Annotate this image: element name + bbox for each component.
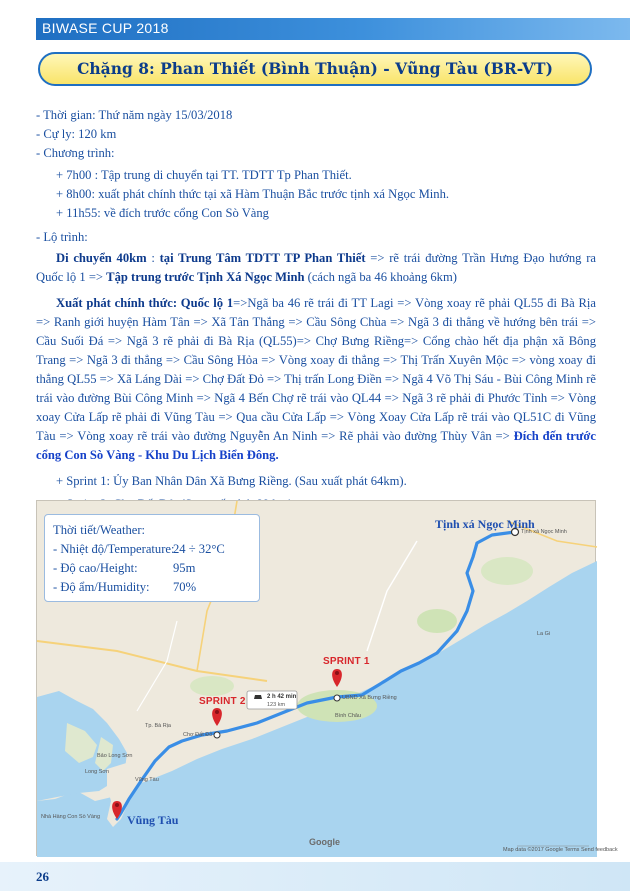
town-baria: Tp. Bà Rịa	[145, 723, 171, 729]
town-lagi: La Gi	[537, 631, 551, 637]
route-transfer: Di chuyển 40km : tại Trung Tâm TDTT TP Phan Thiết => rẽ trái đường Trần Hưng Đạo hướng ra Quốc lộ 1 => Tập trung trước Tịnh Xá Ngọc Minh (cách ngã ba 46 khoảng 6km)	[36, 251, 596, 284]
sprint2-small: Chợ Đất Đỏ	[183, 732, 213, 738]
sprint2-label: SPRINT 2	[199, 696, 246, 707]
official-start: Xuất phát chính thức: Quốc lộ 1	[56, 296, 234, 310]
google-logo: Google	[309, 837, 340, 847]
header-bar	[36, 18, 630, 40]
gather-place: Tập trung trước Tịnh Xá Ngọc Minh	[106, 270, 305, 284]
footer-bar	[0, 862, 630, 891]
route-label: - Lộ trình:	[36, 230, 88, 244]
finish-place: Đích đến trước cổng Con Sò Vàng - Khu Du Lịch Biển Đông.	[36, 429, 596, 462]
weather-box	[44, 514, 260, 602]
transfer-place: tại Trung Tâm TDTT TP Phan Thiết	[159, 251, 366, 265]
weather-value: 70%	[173, 580, 197, 594]
weather-label: - Nhiệt độ/Temperature:	[53, 542, 175, 556]
weather-row-height	[53, 559, 251, 578]
distance-line: - Cự ly: 120 km	[36, 127, 117, 141]
route-text: =>Ngã ba 46 rẽ trái đi TT Lagi => Vòng xoay rẽ phải QL55 đi Bà Rịa => Ranh giới huyện Hàm Tân => Xã Tân Thắng => Cầu Sông Chùa => Ngã 3 đi thẳng về hướng bên trái => Cầu Suối Đá => Ngã 3 rẽ phải đi Bà Rịa (QL55)=> Chợ Bưng Riềng=> Cổng chào hết địa phận xã Bông Trang => Ngã 3 đi thẳng => Cầu Sông Hỏa => Vòng xoay đi thẳng => Thị Trấn Xuyên Mộc => vòng xoay đi thẳng QL55 => Xã Láng Dài => Chợ Đất Đỏ => Thị trấn Long Điền => Ngã 4 Võ Thị Sáu - Bùi Công Minh rẽ trái vào đường Bùi Công Minh => Ngã 4 Bến Chợ rẽ trái vào QL44 => Ngã 3 rẽ phải đi Phước Tỉnh => Vòng xoay Cửa Lấp rẽ phải đi Vũng Tàu => Qua cầu Cửa Lấp => Vòng Xoay Cửa Lấp rẽ trái vào QL51C đi Vũng Tàu => Vòng xoay rẽ trái vào đường Nguyễn An Ninh => Rẽ phải vào đường Thùy Vân =>	[36, 296, 596, 443]
header-title: BIWASE CUP 2018	[42, 20, 169, 36]
weather-value: 24 ÷ 32°C	[173, 542, 225, 556]
time-line: - Thời gian: Thứ năm ngày 15/03/2018	[36, 108, 233, 122]
route-official	[36, 294, 596, 465]
start-label: Tịnh xá Ngọc Minh	[435, 517, 535, 531]
town-baolongson: Bảo Long Sơn	[97, 753, 133, 759]
duration-label: 2 h 42 min	[267, 694, 297, 700]
weather-row-temperature	[53, 540, 251, 559]
sprint1-small: UBND Xã Bưng Riềng	[342, 695, 397, 701]
stage-title: Chặng 8: Phan Thiết (Bình Thuận) - Vũng Tàu (BR-VT)	[38, 52, 592, 86]
weather-label: - Độ ẩm/Humidity:	[53, 580, 150, 594]
program-item: + 11h55: về đích trước cổng Con Sò Vàng	[56, 206, 269, 220]
town-longson: Long Sơn	[85, 769, 110, 775]
program-list	[36, 166, 596, 223]
program-item: + 7h00 : Tập trung di chuyển tại TT. TDTT Tp Phan Thiết.	[56, 168, 352, 182]
sprint-item: + Sprint 1: Ủy Ban Nhân Dân Xã Bưng Riềng. (Sau xuất phát 64km).	[56, 474, 407, 488]
finish-label: Vũng Tàu	[127, 813, 179, 827]
page-number: 26	[36, 869, 49, 884]
start-small: Tịnh xá Ngọc Minh	[521, 529, 567, 535]
stage-info	[36, 106, 596, 519]
weather-title: Thời tiết/Weather:	[53, 523, 146, 537]
town-vungtau: Vũng Tàu	[135, 777, 159, 783]
map-attribution: Map data ©2017 Google Terms Send feedback	[503, 847, 618, 853]
weather-value: 95m	[173, 561, 196, 575]
sprint1-label: SPRINT 1	[323, 656, 370, 667]
weather-label: - Độ cao/Height:	[53, 561, 138, 575]
program-item: + 8h00: xuất phát chính thức tại xã Hàm Thuận Bắc trước tịnh xá Ngọc Minh.	[56, 187, 450, 201]
transfer-distance: Di chuyển 40km	[56, 251, 147, 265]
finish-small: Nhà Hàng Con Sò Vàng	[41, 814, 101, 820]
program-label: - Chương trình:	[36, 146, 115, 160]
duration-km: 123 km	[267, 702, 286, 708]
weather-row-humidity	[53, 578, 251, 597]
town-binhchau: Bình Châu	[335, 713, 361, 719]
